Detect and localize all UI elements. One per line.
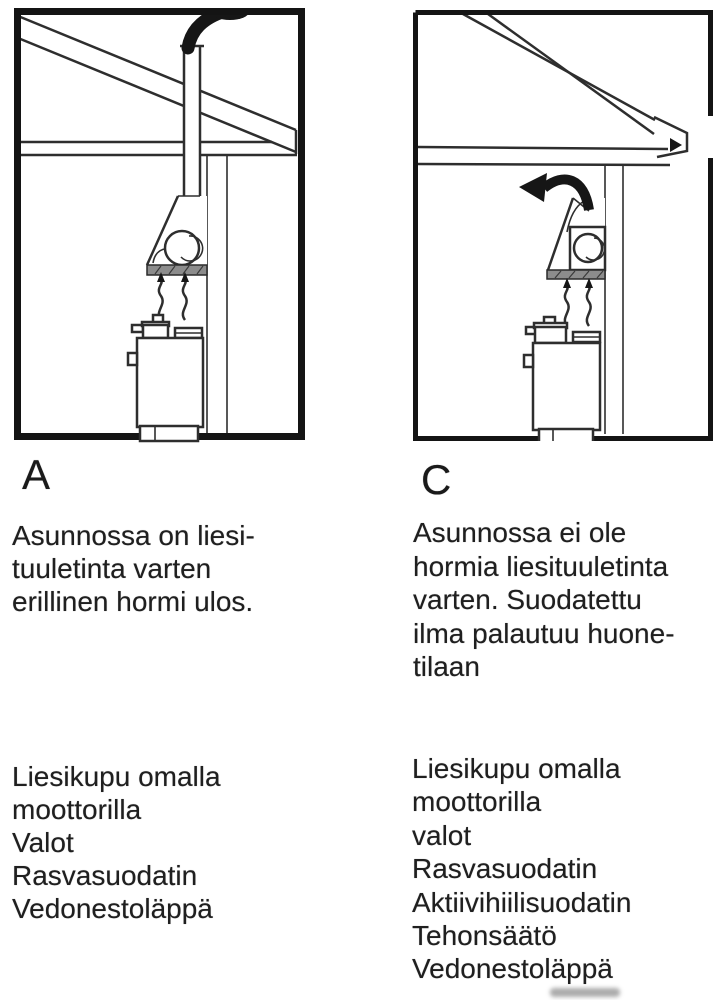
feature-item: Liesikupu omalla [12,761,221,792]
description-line: erillinen hormi ulos. [12,586,254,617]
feature-item: Aktiivihiilisuodatin [412,886,632,918]
panel-c-description [413,516,675,684]
roof-slope [18,16,296,154]
panel-a-feature-list [12,760,221,925]
feature-item: Vedonestoläppä [412,953,613,985]
panel-c-label: C [421,456,452,503]
ceiling-beam [19,142,297,155]
stove-plinth [140,426,198,441]
cooker-hood [547,198,605,279]
steam-icon [563,278,593,326]
description-line: tuuletinta varten [12,553,212,584]
panel-a-description [12,519,255,618]
roof-slope [463,14,655,134]
wall-column [605,166,623,434]
cooker-hood [147,196,207,275]
feature-item: valot [412,819,472,851]
steam-icon [157,272,189,320]
stove [524,343,600,430]
cooking-pot [526,317,567,343]
description-line: tilaan [413,651,480,682]
feature-item: Rasvasuodatin [12,860,198,891]
cooking-pot [132,315,169,338]
description-line: Asunnossa on liesi- [12,520,255,551]
diagram-c-illustration [413,10,713,441]
description-line: varten. Suodatettu [413,584,642,615]
frying-pan [573,332,600,342]
roof-eave [654,117,687,157]
feature-item: moottorilla [12,794,142,825]
feature-item: Liesikupu omalla [412,753,621,784]
stove [128,338,203,427]
feature-item: Rasvasuodatin [412,853,598,885]
panel-c-feature-list [412,752,631,986]
description-line: Asunnossa ei ole [413,517,627,548]
panel-a-label: A [22,451,51,498]
scan-artifact [550,988,620,997]
feature-item: Vedonestoläppä [12,893,213,924]
description-line: ilma palautuu huone- [413,617,675,649]
feature-item: Valot [12,827,74,858]
chimney-duct [180,46,204,198]
diagram-a-illustration [14,8,305,447]
feature-item: Tehonsäätö [412,920,557,952]
stove-plinth [539,429,593,441]
ceiling-beam [418,147,670,165]
frying-pan [175,328,202,338]
wall-column [207,155,227,433]
feature-item: moottorilla [412,786,542,818]
description-line: hormia liesituuletinta [413,550,669,582]
